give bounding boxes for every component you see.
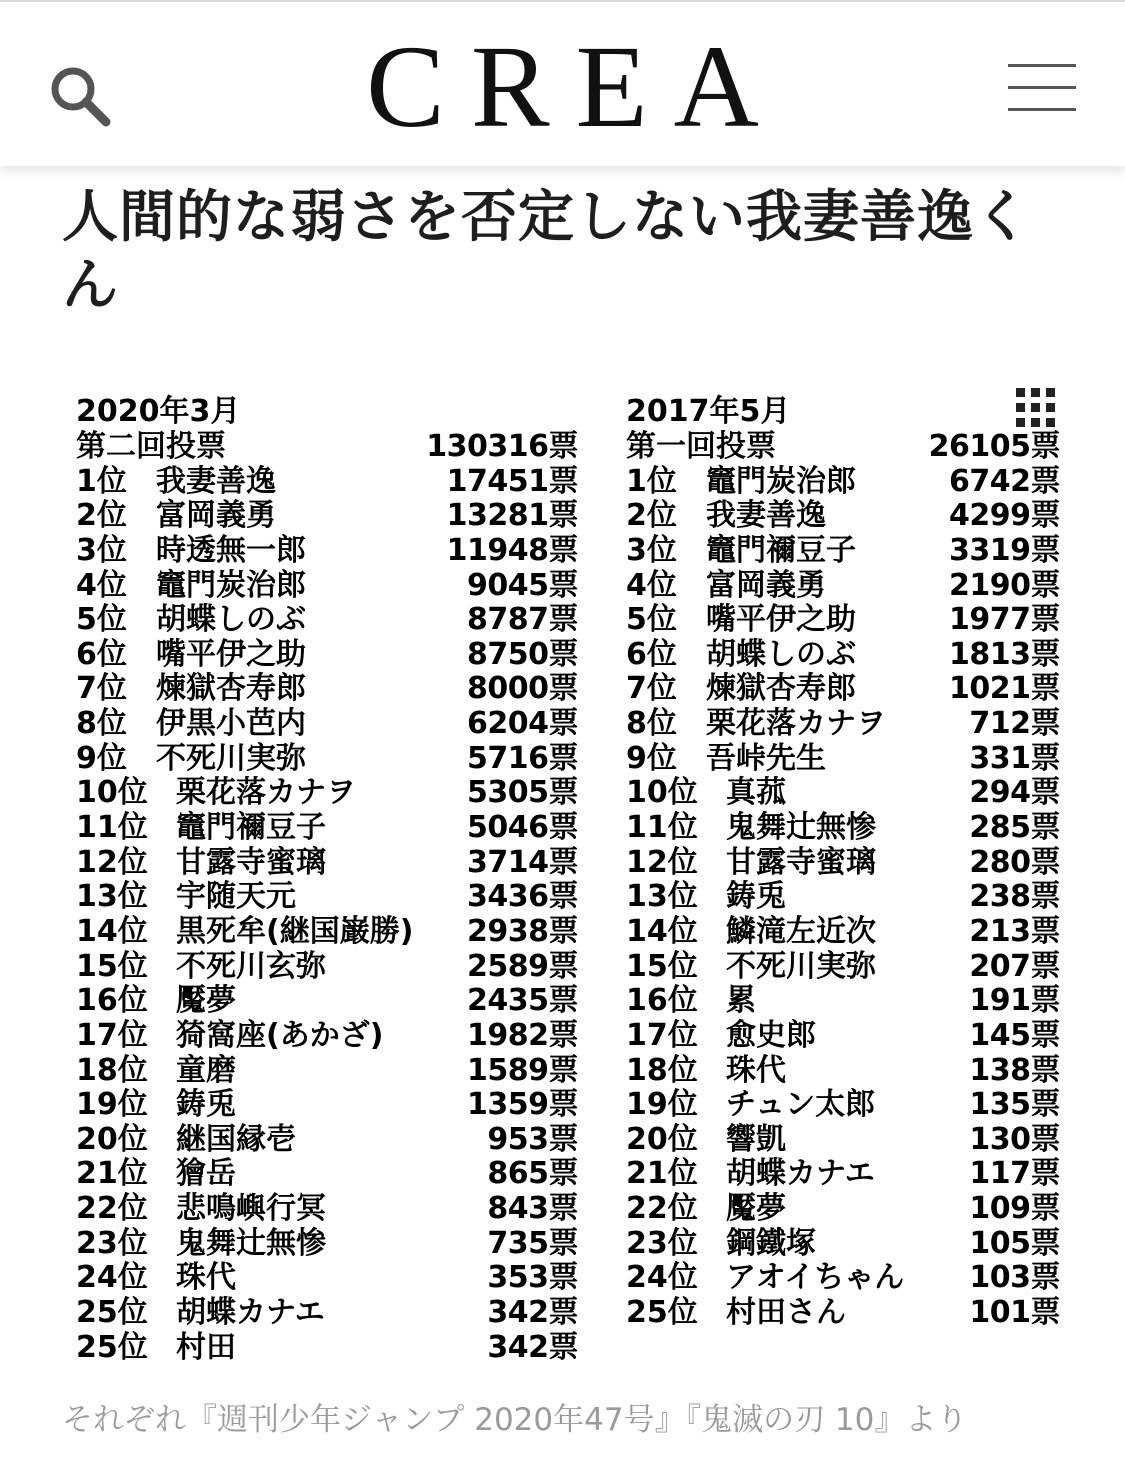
ranking-row: [626, 1227, 1060, 1262]
poll-name: 第一回投票: [626, 429, 776, 464]
character-name: 吾峠先生: [706, 740, 826, 776]
character-name: 時透無一郎: [156, 532, 306, 568]
character-name: 竈門炭治郎: [156, 567, 306, 603]
rank-label: 10位: [76, 775, 148, 811]
character-name: チュン太郎: [726, 1087, 876, 1123]
rank-label: 8位: [626, 706, 677, 742]
character-name: 累: [726, 983, 756, 1019]
character-name: 獪岳: [176, 1156, 236, 1192]
vote-count: 6204票: [467, 706, 578, 742]
rank-label: 19位: [76, 1087, 148, 1123]
rank-label: 21位: [626, 1156, 698, 1192]
character-name: 鬼舞辻無惨: [726, 810, 876, 846]
vote-count: 191票: [969, 983, 1060, 1019]
ranking-header-row: [626, 430, 1060, 465]
rank-label: 5位: [76, 602, 127, 638]
character-name: 胡蝶カナエ: [726, 1156, 875, 1192]
ranking-row: [626, 638, 1060, 673]
site-logo[interactable]: CREA: [366, 21, 785, 152]
rank-label: 14位: [626, 913, 698, 949]
character-name: 真菰: [726, 775, 786, 811]
character-name: 黒死牟(継国巌勝): [176, 913, 414, 949]
rank-label: 19位: [626, 1087, 698, 1123]
ranking-row: [626, 1019, 1060, 1054]
ranking-row: [76, 1088, 578, 1123]
ranking-row: [626, 742, 1060, 777]
ranking-row: [76, 638, 578, 673]
vote-count: 953票: [487, 1121, 578, 1157]
vote-count: 1021票: [949, 671, 1060, 707]
vote-count: 145票: [969, 1017, 1060, 1053]
ranking-row: [76, 1019, 578, 1054]
ranking-row: [76, 1192, 578, 1227]
ranking-row: [626, 603, 1060, 638]
character-name: 富岡義勇: [706, 567, 826, 603]
rank-label: 16位: [76, 983, 148, 1019]
vote-count: 285票: [969, 810, 1060, 846]
character-name: 栗花落カナヲ: [176, 775, 356, 811]
rank-label: 15位: [626, 948, 698, 984]
vote-count: 117票: [969, 1156, 1060, 1192]
rank-label: 6位: [626, 636, 677, 672]
character-name: 魘夢: [176, 983, 236, 1019]
poll-total: 130316票: [426, 429, 578, 464]
vote-count: 17451票: [446, 463, 578, 499]
rank-label: 25位: [626, 1295, 698, 1331]
vote-count: 2938票: [467, 913, 578, 949]
ranking-row: [626, 534, 1060, 569]
character-name: 村田: [176, 1329, 236, 1365]
rank-label: 20位: [626, 1121, 698, 1157]
ranking-row: [76, 1296, 578, 1331]
ranking-row: [626, 1296, 1060, 1331]
ranking-row: [76, 569, 578, 604]
vote-count: 9045票: [467, 567, 578, 603]
ranking-row: [76, 499, 578, 534]
vote-count: 280票: [969, 844, 1060, 880]
character-name: 童磨: [176, 1052, 236, 1088]
character-name: 継国縁壱: [176, 1121, 296, 1157]
rank-label: 23位: [76, 1225, 148, 1261]
character-name: 響凱: [726, 1121, 786, 1157]
rank-label: 13位: [626, 879, 698, 915]
character-name: 我妻善逸: [706, 498, 826, 534]
ranking-row: [626, 499, 1060, 534]
poll-total: 26105票: [928, 429, 1060, 464]
rank-label: 24位: [626, 1260, 698, 1296]
ranking-row: [76, 915, 578, 950]
character-name: 胡蝶カナエ: [176, 1295, 325, 1331]
character-name: 猗窩座(あかざ): [176, 1017, 384, 1053]
vote-count: 11948票: [446, 532, 578, 568]
character-name: 甘露寺蜜璃: [726, 844, 876, 880]
ranking-row: [76, 880, 578, 915]
rank-label: 7位: [626, 671, 677, 707]
vote-count: 105票: [969, 1225, 1060, 1261]
ranking-row: [76, 950, 578, 985]
ranking-row: [626, 1261, 1060, 1296]
rank-label: 6位: [76, 636, 127, 672]
rank-label: 25位: [76, 1329, 148, 1365]
vote-count: 8787票: [467, 602, 578, 638]
character-name: 嘴平伊之助: [156, 636, 306, 672]
article-title: 人間的な弱さを否定しない我妻善逸くん: [62, 185, 1031, 318]
ranking-date: 2020年3月: [76, 394, 241, 429]
rank-label: 7位: [76, 671, 127, 707]
character-name: 不死川実弥: [156, 740, 306, 776]
poll-name: 第二回投票: [76, 429, 226, 464]
rank-label: 9位: [76, 740, 127, 776]
vote-count: 865票: [487, 1156, 578, 1192]
vote-count: 8750票: [467, 636, 578, 672]
vote-count: 6742票: [949, 463, 1060, 499]
ranking-row: [626, 465, 1060, 500]
character-name: 嘴平伊之助: [706, 602, 856, 638]
vote-count: 331票: [969, 740, 1060, 776]
rank-label: 9位: [626, 740, 677, 776]
vote-count: 712票: [969, 706, 1060, 742]
rank-label: 3位: [626, 532, 677, 568]
character-name: 胡蝶しのぶ: [706, 636, 856, 672]
vote-count: 213票: [969, 913, 1060, 949]
ranking-table-2017: [626, 394, 1060, 1331]
vote-count: 138票: [969, 1052, 1060, 1088]
ranking-row: [626, 950, 1060, 985]
vote-count: 342票: [487, 1329, 578, 1365]
ranking-row: [626, 569, 1060, 604]
ranking-row: [76, 1054, 578, 1089]
ranking-rows: [626, 465, 1060, 1331]
character-name: 魘夢: [726, 1191, 786, 1227]
rank-label: 2位: [76, 498, 127, 534]
character-name: 鋳兎: [176, 1087, 236, 1123]
character-name: 愈史郎: [726, 1017, 816, 1053]
rank-label: 11位: [626, 810, 698, 846]
rank-label: 1位: [626, 463, 677, 499]
vote-count: 1813票: [949, 636, 1060, 672]
rank-label: 4位: [626, 567, 677, 603]
vote-count: 109票: [969, 1191, 1060, 1227]
ranking-row: [76, 707, 578, 742]
ranking-row: [76, 1331, 578, 1366]
vote-count: 4299票: [949, 498, 1060, 534]
character-name: 栗花落カナヲ: [706, 706, 886, 742]
vote-count: 5046票: [467, 810, 578, 846]
vote-count: 1359票: [467, 1087, 578, 1123]
vote-count: 1982票: [467, 1017, 578, 1053]
ranking-row: [626, 915, 1060, 950]
rank-label: 18位: [626, 1052, 698, 1088]
image-caption: それぞれ『週刊少年ジャンプ 2020年47号』『鬼滅の刃 10』より: [62, 1402, 968, 1438]
rank-label: 4位: [76, 567, 127, 603]
character-name: 村田さん: [726, 1295, 846, 1331]
rank-label: 20位: [76, 1121, 148, 1157]
character-name: 宇随天元: [176, 879, 296, 915]
character-name: 富岡義勇: [156, 498, 276, 534]
ranking-row: [626, 846, 1060, 881]
rank-label: 10位: [626, 775, 698, 811]
rank-label: 23位: [626, 1225, 698, 1261]
vote-count: 130票: [969, 1121, 1060, 1157]
ranking-row: [76, 811, 578, 846]
character-name: 不死川実弥: [726, 948, 876, 984]
character-name: アオイちゃん: [726, 1260, 905, 1296]
ranking-row: [626, 984, 1060, 1019]
vote-count: 103票: [969, 1260, 1060, 1296]
vote-count: 5305票: [467, 775, 578, 811]
character-name: 我妻善逸: [156, 463, 276, 499]
character-name: 竈門炭治郎: [706, 463, 856, 499]
ranking-row: [76, 534, 578, 569]
vote-count: 294票: [969, 775, 1060, 811]
character-name: 煉獄杏寿郎: [156, 671, 306, 707]
ranking-row: [76, 465, 578, 500]
vote-count: 5716票: [467, 740, 578, 776]
ranking-row: [626, 811, 1060, 846]
ranking-row: [76, 742, 578, 777]
ranking-row: [76, 1123, 578, 1158]
character-name: 竈門禰豆子: [706, 532, 856, 568]
vote-count: 353票: [487, 1260, 578, 1296]
rank-label: 12位: [76, 844, 148, 880]
character-name: 胡蝶しのぶ: [156, 602, 306, 638]
vote-count: 207票: [969, 948, 1060, 984]
rank-label: 18位: [76, 1052, 148, 1088]
rank-label: 17位: [626, 1017, 698, 1053]
ranking-row: [626, 1157, 1060, 1192]
rank-label: 2位: [626, 498, 677, 534]
character-name: 竈門禰豆子: [176, 810, 326, 846]
character-name: 煉獄杏寿郎: [706, 671, 856, 707]
rank-label: 22位: [76, 1191, 148, 1227]
vote-count: 1589票: [467, 1052, 578, 1088]
character-name: 伊黒小芭内: [156, 706, 306, 742]
vote-count: 8000票: [467, 671, 578, 707]
rank-label: 13位: [76, 879, 148, 915]
character-name: 鱗滝左近次: [726, 913, 876, 949]
vote-count: 735票: [487, 1225, 578, 1261]
ranking-table-2020: [76, 394, 578, 1365]
vote-count: 13281票: [446, 498, 578, 534]
vote-count: 101票: [969, 1295, 1060, 1331]
vote-count: 1977票: [949, 602, 1060, 638]
ranking-row: [626, 707, 1060, 742]
rank-label: 1位: [76, 463, 127, 499]
ranking-row: [626, 776, 1060, 811]
menu-button[interactable]: [1008, 62, 1078, 114]
rank-label: 25位: [76, 1295, 148, 1331]
vote-count: 2190票: [949, 567, 1060, 603]
ranking-row: [76, 984, 578, 1019]
ranking-row: [76, 603, 578, 638]
ranking-row: [76, 846, 578, 881]
vote-count: 3714票: [467, 844, 578, 880]
rank-label: 15位: [76, 948, 148, 984]
ranking-header-row: [76, 430, 578, 465]
character-name: 鋼鐵塚: [726, 1225, 816, 1261]
ranking-row: [626, 1192, 1060, 1227]
ranking-row: [76, 672, 578, 707]
vote-count: 843票: [487, 1191, 578, 1227]
site-header: [0, 0, 1125, 166]
vote-count: 342票: [487, 1295, 578, 1331]
ranking-row: [626, 672, 1060, 707]
rank-label: 22位: [626, 1191, 698, 1227]
rank-label: 24位: [76, 1260, 148, 1296]
character-name: 珠代: [726, 1052, 786, 1088]
character-name: 珠代: [176, 1260, 236, 1296]
rank-label: 14位: [76, 913, 148, 949]
rank-label: 11位: [76, 810, 148, 846]
character-name: 甘露寺蜜璃: [176, 844, 326, 880]
rank-label: 21位: [76, 1156, 148, 1192]
ranking-row: [626, 1088, 1060, 1123]
character-name: 鋳兎: [726, 879, 786, 915]
ranking-date: 2017年5月: [626, 394, 791, 429]
ranking-row: [76, 1227, 578, 1262]
rank-label: 16位: [626, 983, 698, 1019]
ranking-row: [76, 776, 578, 811]
vote-count: 3319票: [949, 532, 1060, 568]
ranking-row: [626, 1123, 1060, 1158]
rank-label: 17位: [76, 1017, 148, 1053]
rank-label: 12位: [626, 844, 698, 880]
character-name: 鬼舞辻無惨: [176, 1225, 326, 1261]
ranking-row: [76, 1157, 578, 1192]
vote-count: 3436票: [467, 879, 578, 915]
vote-count: 2435票: [467, 983, 578, 1019]
ranking-rows: [76, 465, 578, 1366]
vote-count: 238票: [969, 879, 1060, 915]
vote-count: 2589票: [467, 948, 578, 984]
rank-label: 3位: [76, 532, 127, 568]
rank-label: 5位: [626, 602, 677, 638]
vote-count: 135票: [969, 1087, 1060, 1123]
ranking-row: [76, 1261, 578, 1296]
ranking-row: [626, 1054, 1060, 1089]
rank-label: 8位: [76, 706, 127, 742]
character-name: 悲鳴嶼行冥: [176, 1191, 326, 1227]
ranking-row: [626, 880, 1060, 915]
character-name: 不死川玄弥: [176, 948, 326, 984]
